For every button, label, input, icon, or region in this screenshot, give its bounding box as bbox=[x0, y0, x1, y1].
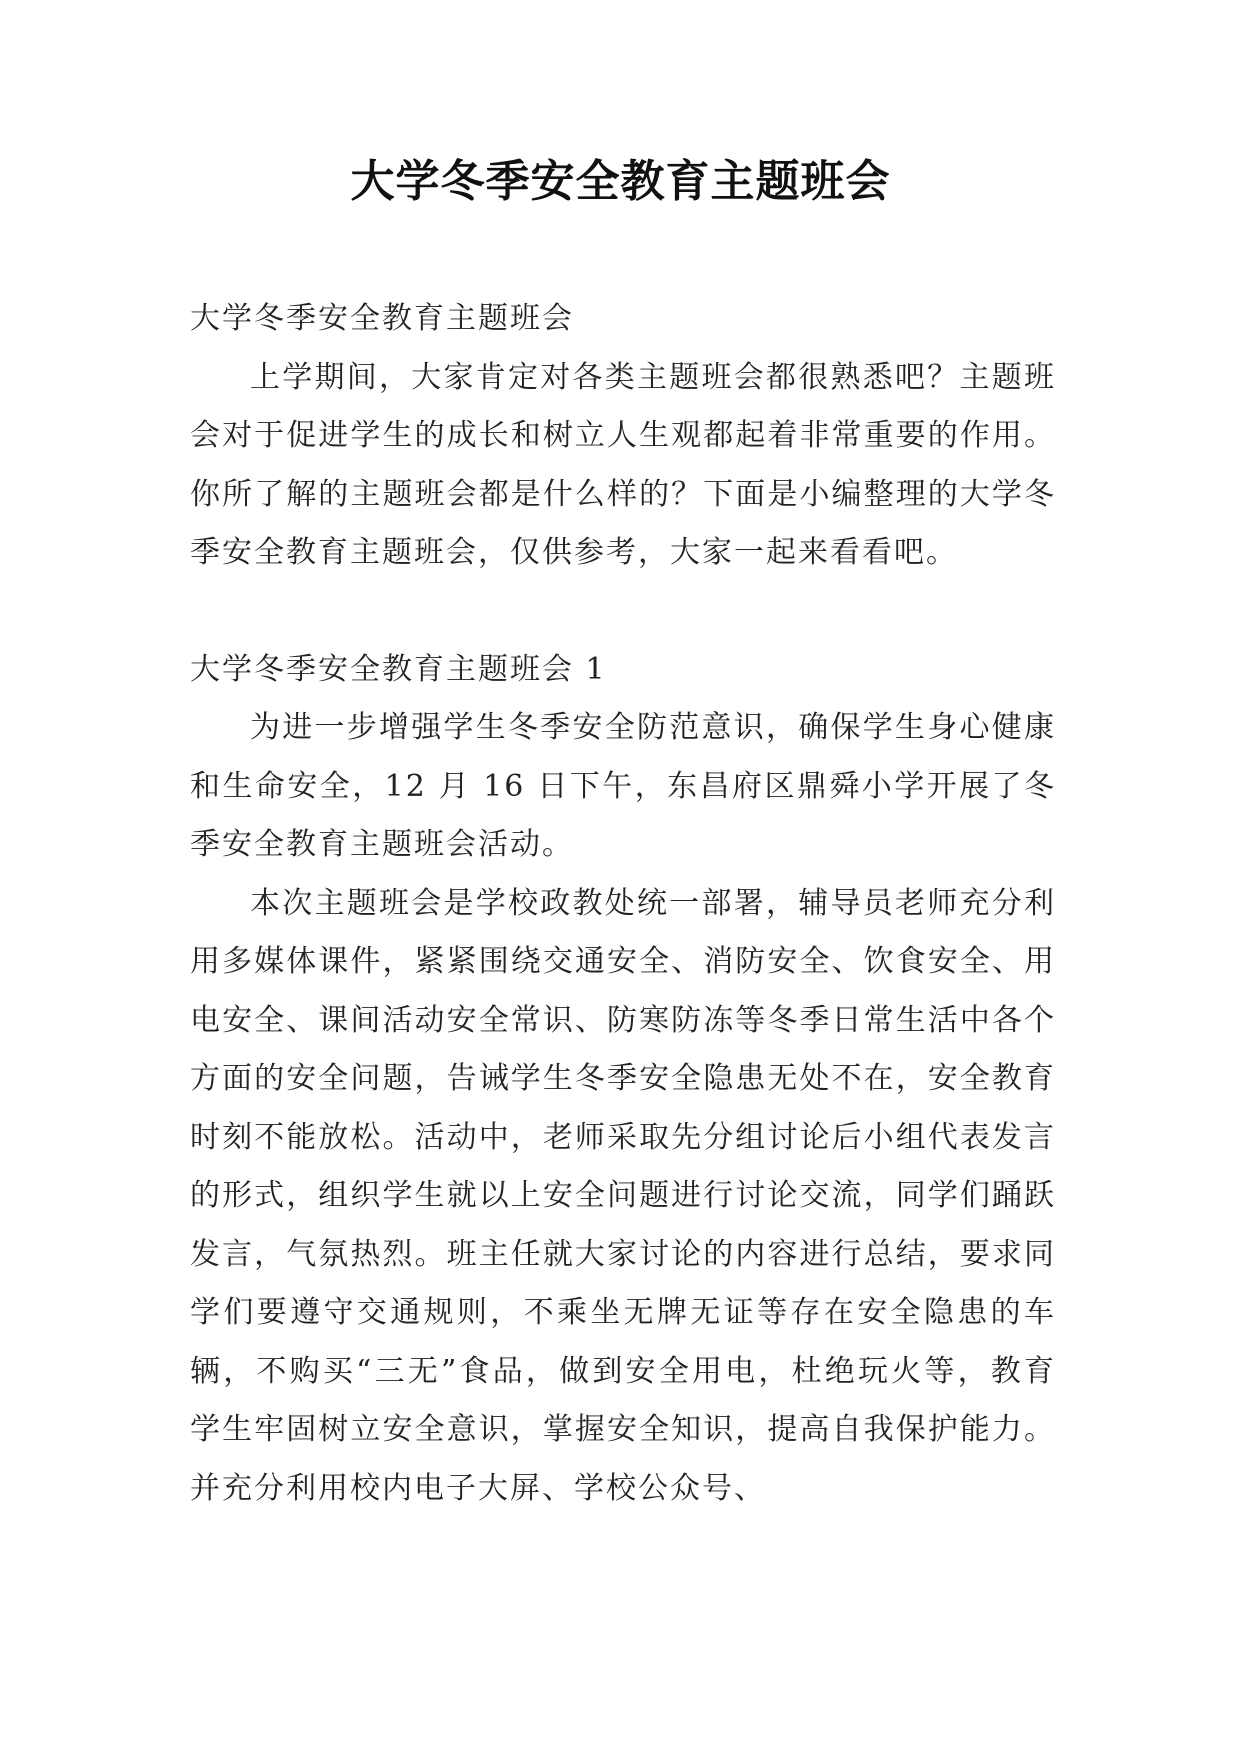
intro-paragraph: 上学期间，大家肯定对各类主题班会都很熟悉吧？主题班会对于促进学生的成长和树立人生观都起着非常重要的作用。你所了解的主题班会都是什么样的？下面是小编整理的大学冬季安全教育主题班会，仅供参考，大家一起来看看吧。 bbox=[190, 359, 1056, 570]
document-body bbox=[190, 290, 1056, 1518]
document-title: 大学冬季安全教育主题班会 bbox=[350, 156, 891, 207]
section-1-paragraph-2: 本次主题班会是学校政教处统一部署，辅导员老师充分利用多媒体课件，紧紧围绕交通安全、消防安全、饮食安全、用电安全、课间活动安全常识、防寒防冻等冬季日常生活中各个方面的安全问题，告诫学生冬季安全隐患无处不在，安全教育时刻不能放松。活动中，老师采取先分组讨论后小组代表发言的形式，组织学生就以上安全问题进行讨论交流，同学们踊跃发言，气氛热烈。班主任就大家讨论的内容进行总结，要求同学们要遵守交通规则，不乘坐无牌无证等存在安全隐患的车辆，不购买“三无”食品，做到安全用电，杜绝玩火等，教育学生牢固树立安全意识，掌握安全知识，提高自我保护能力。并充分利用校内电子大屏、学校公众号、 bbox=[190, 885, 1056, 1506]
section-1-paragraph-1: 为进一步增强学生冬季安全防范意识，确保学生身心健康和生命安全，12 月 16 日下午，东昌府区鼎舜小学开展了冬季安全教育主题班会活动。 bbox=[190, 710, 1056, 862]
section-spacer bbox=[190, 583, 1056, 641]
section-1-heading: 大学冬季安全教育主题班会 1 bbox=[190, 651, 607, 687]
intro-heading: 大学冬季安全教育主题班会 bbox=[190, 301, 574, 336]
